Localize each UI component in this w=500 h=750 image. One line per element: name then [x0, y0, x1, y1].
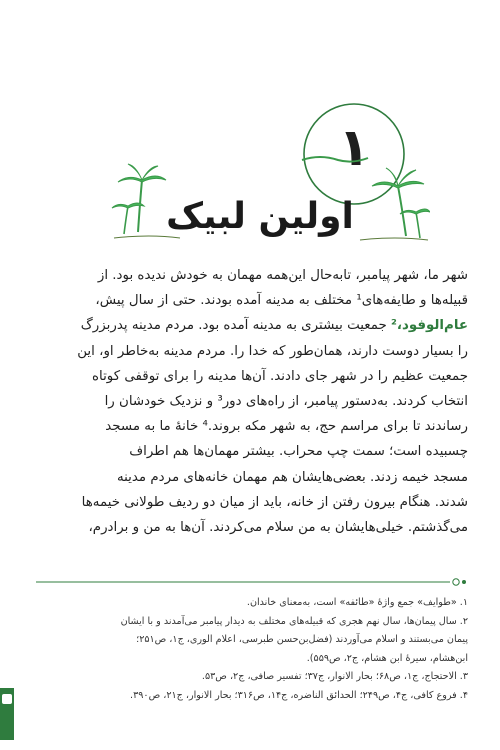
body-line: انتخاب کردند. به‌دستور پیامبر، از راه‌های دور³ و نزدیک خودشان را — [104, 394, 468, 410]
body-line: مسجد خیمه زدند. بعضی‌هایشان هم مهمان خانه‌های مردم مدینه — [116, 469, 468, 485]
footnote-line: ابن‌هشام، سیرۀ ابن هشام، ج۲، ص۵۵۹). — [306, 652, 468, 664]
body-line: چسبیده است؛ سمت چپ محراب. بیشتر مهمان‌ها هم اطراف — [129, 444, 468, 460]
footnote-line: ۱. «طوایف» جمع واژۀ «طائفه» است، به‌معنای خاندان. — [246, 597, 468, 608]
body-line: را بسیار دوست دارند، همان‌طور که خدا را. مردم مدینه به‌خاطر او، این — [77, 343, 468, 359]
brush-stroke-decoration — [300, 152, 370, 166]
chapter-number: ۱ — [338, 118, 370, 178]
footnote-line: پیمان می‌بستند و اسلام می‌آوردند (فضل‌بن‌حسن طبرسی، اعلام الوری، ج۱، ص۲۵۱؛ — [136, 634, 468, 646]
highlighted-term: عام‌الوفود،² — [391, 318, 468, 334]
footnote-line: ۳. الاحتجاج، ج۱، ص۶۸؛ بحار الانوار، ج۳۷؛ تفسیر صافی، ج۲، ص۵۳. — [201, 671, 468, 683]
body-line: می‌گذشتم. خیلی‌هایشان به من سلام می‌کردند. آن‌ها به من و برادرم، — [88, 520, 468, 536]
body-line-rest: جمعیت بیشتری به مدینه آمده بود. مردم مدینه پدربزرگ — [80, 318, 391, 334]
footnotes — [36, 594, 468, 706]
body-line: قبیله‌ها و طایفه‌های¹ مختلف به مدینه آمده بودند. حتی از سال پیش، — [95, 293, 468, 309]
body-line: رساندند تا برای مراسم حج، به شهر مکه بروند.⁴ خانۀ ما به مسجد — [105, 419, 468, 435]
footnote-line: ۴. فروع کافی، ج۴، ص۲۴۹؛ الحدائق الناضره، ج۱۴، ص۳۱۶؛ بحار الانوار، ج۲۱، ص۳۹۰. — [130, 689, 468, 701]
footnote-line: ۲. سال پیمان‌ها، سال نهم هجری که قبیله‌های مختلف به دیدار پیامبر می‌آمدند و با ایشان — [120, 615, 468, 627]
body-line: شدند. هنگام بیرون رفتن از خانه، باید از میان دو ردیف طولانی خیمه‌ها — [81, 494, 468, 510]
body-line: جمعیت عظیم را در شهر جای دادند. آن‌ها مدینه را برای توقفی کوتاه — [91, 368, 468, 384]
body-line: شهر ما، شهر پیامبر، تابه‌حال این‌همه مهمان به خودش ندیده بود. از — [97, 268, 468, 283]
publisher-logo — [0, 688, 14, 740]
logo-mark-icon — [2, 694, 12, 704]
chapter-title: اولین لبیک — [166, 196, 354, 237]
body-line — [36, 313, 468, 338]
body-paragraph — [36, 263, 468, 540]
footnote-divider — [36, 576, 468, 588]
